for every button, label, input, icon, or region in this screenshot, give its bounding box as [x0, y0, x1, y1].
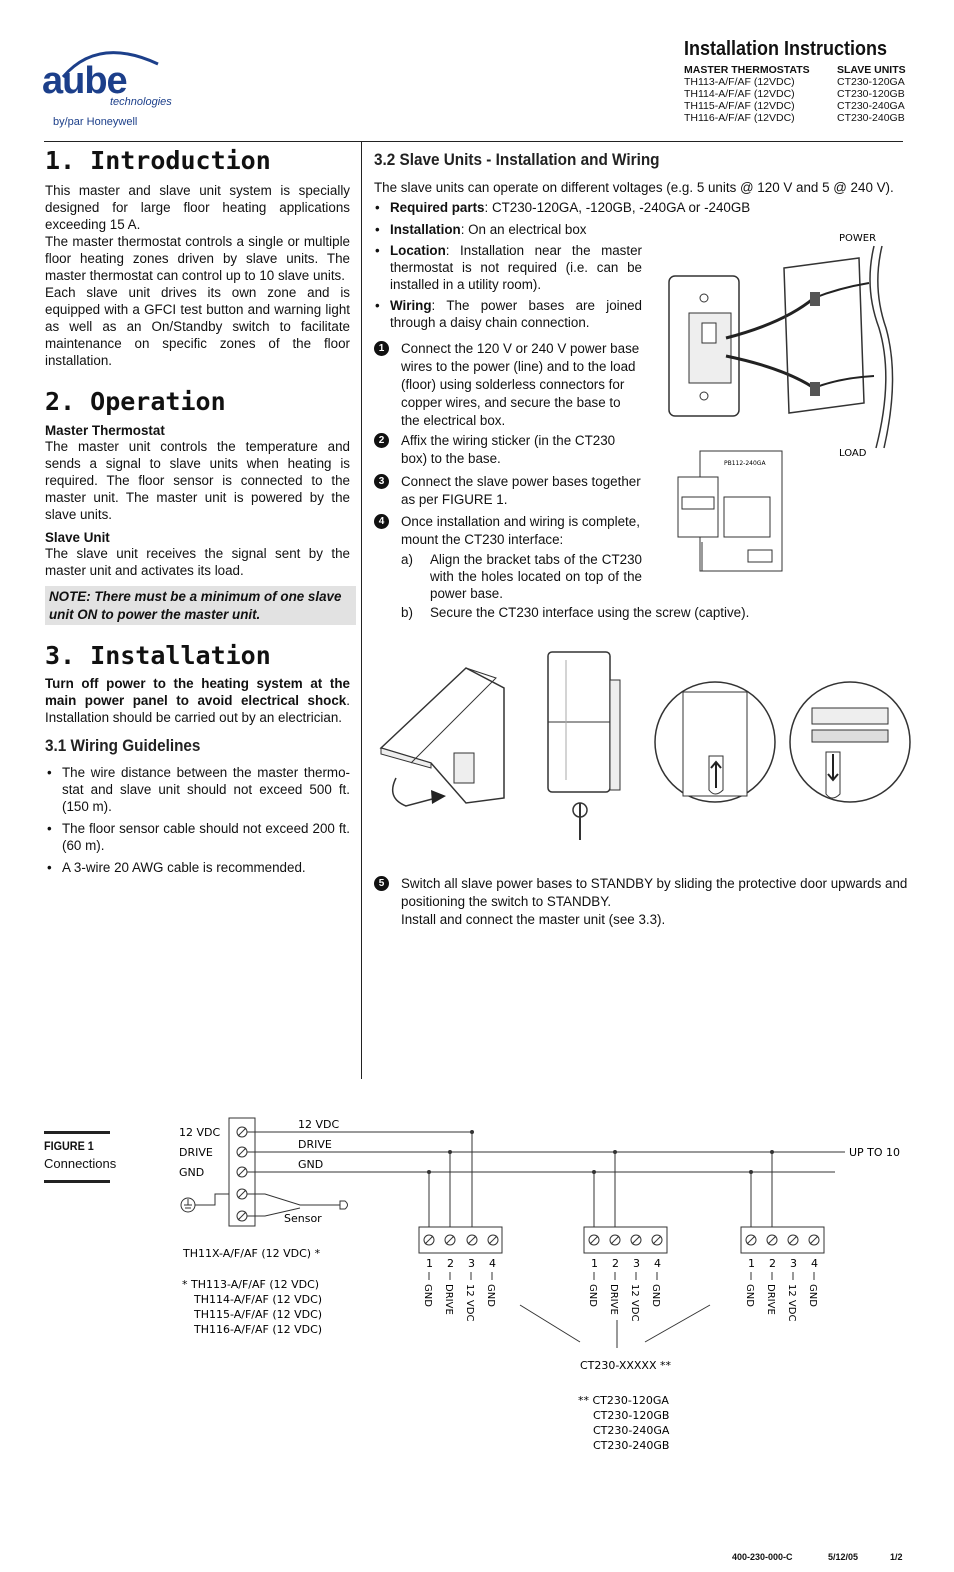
- note-box: NOTE: There must be a minimum of one slave unit ON to power the master unit.: [45, 586, 356, 625]
- step-4b-marker: b): [401, 605, 413, 620]
- step-1: Connect the 120 V or 240 V power base wires to the power (line) and to the load (floor) using solderless connectors for copper wires, and secure the base to the electrical box.: [401, 341, 640, 428]
- list-item: • The wire distance between the master thermostat and slave unit should not exceed 500 ft. (150 m).: [45, 764, 350, 815]
- warning-bold: Turn off power to the heating system at the main power panel to avoid electrical shock: [45, 676, 350, 708]
- footer-doc: 400-230-000-C: [732, 1552, 793, 1562]
- column-divider: [361, 141, 362, 1079]
- footer-date: 5/12/05: [828, 1552, 859, 1562]
- wire-label: 12 VDC: [298, 1118, 340, 1131]
- slave-terminal-number: 3: [790, 1257, 797, 1270]
- slave-terminal-number: 2: [447, 1257, 454, 1270]
- master-list-item: TH115-A/F/AF (12 VDC): [194, 1308, 323, 1321]
- master-text: The master unit controls the temperature and sends a signal to slave units when heating is required. The floor sensor is connected to the master unit. The master unit is powered by the slave units.: [45, 439, 350, 522]
- step-number-3: 3: [374, 474, 389, 489]
- list-item: • The floor sensor cable should not exceed 200 ft. (60 m).: [45, 820, 350, 854]
- wiring-list: [45, 764, 350, 876]
- master-title: Master Thermostat: [45, 423, 165, 438]
- slave-terminal-number: 3: [468, 1257, 475, 1270]
- slave-parts-list: [373, 199, 913, 220]
- mounting-illustration-2: [540, 650, 630, 840]
- figure-label: FIGURE 1: [44, 1139, 94, 1153]
- sticker-model: PB112-240GA: [724, 460, 766, 467]
- wiring-heading: 3.1 Wiring Guidelines: [45, 736, 201, 755]
- slave-terminal-name: DRIVE: [765, 1284, 776, 1315]
- intro-p3: Each slave unit drives its own zone and is equipped with a GFCI test button and warning light as well as an On/Standby switch to facilitate maintenance on specific zones of the floor installation.: [45, 285, 350, 368]
- slave-terminal-name: GND: [422, 1284, 433, 1307]
- step-5-note: Install and connect the master unit (see 3.3).: [401, 912, 666, 927]
- master-item: TH114-A/F/AF (12VDC): [684, 88, 795, 100]
- slave-list-item: CT230-120GB: [593, 1409, 670, 1422]
- slave-model: CT230-XXXXX **: [580, 1359, 671, 1372]
- master-list-item: * TH113-A/F/AF (12 VDC): [182, 1278, 320, 1291]
- term-label: GND: [179, 1166, 205, 1179]
- slave-terminal-name: 12 VDC: [464, 1284, 475, 1322]
- list-item: • Wiring: The power bases are joined through a daisy chain connection.: [373, 297, 642, 331]
- step-number-5: 5: [374, 876, 389, 891]
- slave-head: SLAVE UNITS: [837, 64, 906, 76]
- warning-rest: . Installation should be carried out by an electrician.: [45, 693, 350, 725]
- list-item: • A 3-wire 20 AWG cable is recommended.: [45, 859, 350, 876]
- slave-text: The slave unit receives the signal sent by the master unit and activates its load.: [45, 546, 350, 578]
- figure-rule-top: [44, 1131, 110, 1134]
- slave-terminal-name: 12 VDC: [786, 1284, 797, 1322]
- step-number-4: 4: [374, 514, 389, 529]
- list-item: • Location: Installation near the master thermostat is not required (i.e. can be installed in a utility room).: [373, 242, 642, 293]
- mounting-illustration-3: [653, 678, 778, 808]
- step-4a-marker: a): [401, 552, 413, 567]
- list-item: • Installation: On an electrical box: [373, 221, 642, 238]
- slave-terminal-name: GND: [587, 1284, 598, 1307]
- logo-brand: aube: [42, 60, 127, 102]
- step-4: Once installation and wiring is complete, mount the CT230 interface:: [401, 514, 640, 547]
- slave-terminal-number: 2: [769, 1257, 776, 1270]
- slave-title: Slave Unit: [45, 530, 110, 545]
- up-to-label: UP TO 10: [849, 1146, 901, 1159]
- master-head: MASTER THERMOSTATS: [684, 64, 810, 76]
- left-column: [45, 146, 350, 881]
- slave-terminal-number: 2: [612, 1257, 619, 1270]
- logo-by: by/par Honeywell: [53, 116, 138, 128]
- slave-terminal-block: [419, 1227, 824, 1253]
- slave-item: CT230-120GA: [837, 76, 905, 88]
- step-4a: Align the bracket tabs of the CT230 with the holes located on top of the power base.: [430, 552, 642, 601]
- slave-terminal-name: 12 VDC: [629, 1284, 640, 1322]
- wire-label: DRIVE: [298, 1138, 332, 1151]
- slave-terminal-name: GND: [744, 1284, 755, 1307]
- figure-caption: Connections: [44, 1156, 117, 1171]
- slave-terminal-name: DRIVE: [608, 1284, 619, 1315]
- header-rule: [44, 141, 903, 142]
- master-model: TH11X-A/F/AF (12 VDC) *: [183, 1247, 321, 1260]
- slave-terminal-number: 1: [748, 1257, 755, 1270]
- step-number-2: 2: [374, 433, 389, 448]
- mounting-illustration-4: [788, 678, 913, 808]
- electrical-box-illustration: [664, 228, 904, 468]
- intro-p1: This master and slave unit system is specially designed for large floor heating applications exceeding 15 A.: [45, 183, 350, 232]
- slave-terminal-number: 4: [654, 1257, 661, 1270]
- master-item: TH116-A/F/AF (12VDC): [684, 112, 795, 124]
- term-label: 12 VDC: [179, 1126, 221, 1139]
- slave-section-heading: 3.2 Slave Units - Installation and Wiring: [374, 150, 660, 169]
- page-title: Installation Instructions: [684, 38, 888, 60]
- installation-heading: 3. Installation: [45, 641, 271, 670]
- intro-p2: The master thermostat controls a single or multiple floor heating zones driven by slave units. The master thermostat can control up to 10 slave units.: [45, 234, 350, 283]
- step-number-1: 1: [374, 341, 389, 356]
- step-2: Affix the wiring sticker (in the CT230 box) to the base.: [401, 433, 616, 466]
- slave-intro: The slave units can operate on different voltages (e.g. 5 units @ 120 V and 5 @ 240 V).: [374, 180, 894, 195]
- slave-item: CT230-240GB: [837, 112, 905, 124]
- step-4b: Secure the CT230 interface using the screw (captive).: [430, 605, 750, 620]
- slave-list-item: CT230-240GB: [593, 1439, 670, 1452]
- master-list-item: TH116-A/F/AF (12 VDC): [194, 1323, 323, 1336]
- slave-item: CT230-240GA: [837, 100, 905, 112]
- slave-terminal-name: GND: [807, 1284, 818, 1307]
- term-label: DRIVE: [179, 1146, 213, 1159]
- slave-terminal-name: GND: [650, 1284, 661, 1307]
- sensor-label: Sensor: [284, 1212, 322, 1225]
- slave-terminal-number: 3: [633, 1257, 640, 1270]
- slave-info-list: [373, 221, 642, 336]
- slave-list-item: CT230-240GA: [593, 1424, 670, 1437]
- figure-rule-bottom: [44, 1180, 110, 1183]
- slave-item: CT230-120GB: [837, 88, 905, 100]
- master-item: TH115-A/F/AF (12VDC): [684, 100, 795, 112]
- wire-label: GND: [298, 1158, 324, 1171]
- slave-list-item: ** CT230-120GA: [578, 1394, 669, 1407]
- logo-tagline: technologies: [110, 96, 172, 108]
- logo: [40, 40, 170, 130]
- slave-terminal-number: 1: [591, 1257, 598, 1270]
- connection-diagram: [170, 1110, 910, 1460]
- operation-heading: 2. Operation: [45, 387, 226, 416]
- installation-warning: [45, 675, 350, 726]
- wiring-sticker-illustration: [676, 447, 786, 577]
- master-list-item: TH114-A/F/AF (12 VDC): [194, 1293, 323, 1306]
- footer-page: 1/2: [890, 1552, 903, 1562]
- load-label: LOAD: [839, 448, 867, 459]
- slave-terminal-name: DRIVE: [443, 1284, 454, 1315]
- step-3: Connect the slave power bases together as per FIGURE 1.: [401, 474, 641, 507]
- slave-terminal-number: 4: [489, 1257, 496, 1270]
- master-item: TH113-A/F/AF (12VDC): [684, 76, 795, 88]
- mounting-illustration-1: [376, 648, 521, 813]
- list-item: • Required parts: CT230-120GA, -120GB, -240GA or -240GB: [373, 199, 913, 216]
- step-5: Switch all slave power bases to STANDBY by sliding the protective door upwards and positioning the switch to STANDBY.: [401, 876, 908, 909]
- slave-terminal-number: 4: [811, 1257, 818, 1270]
- intro-heading: 1. Introduction: [45, 146, 271, 175]
- slave-terminal-number: 1: [426, 1257, 433, 1270]
- power-label: POWER: [839, 233, 877, 244]
- slave-terminal-name: GND: [485, 1284, 496, 1307]
